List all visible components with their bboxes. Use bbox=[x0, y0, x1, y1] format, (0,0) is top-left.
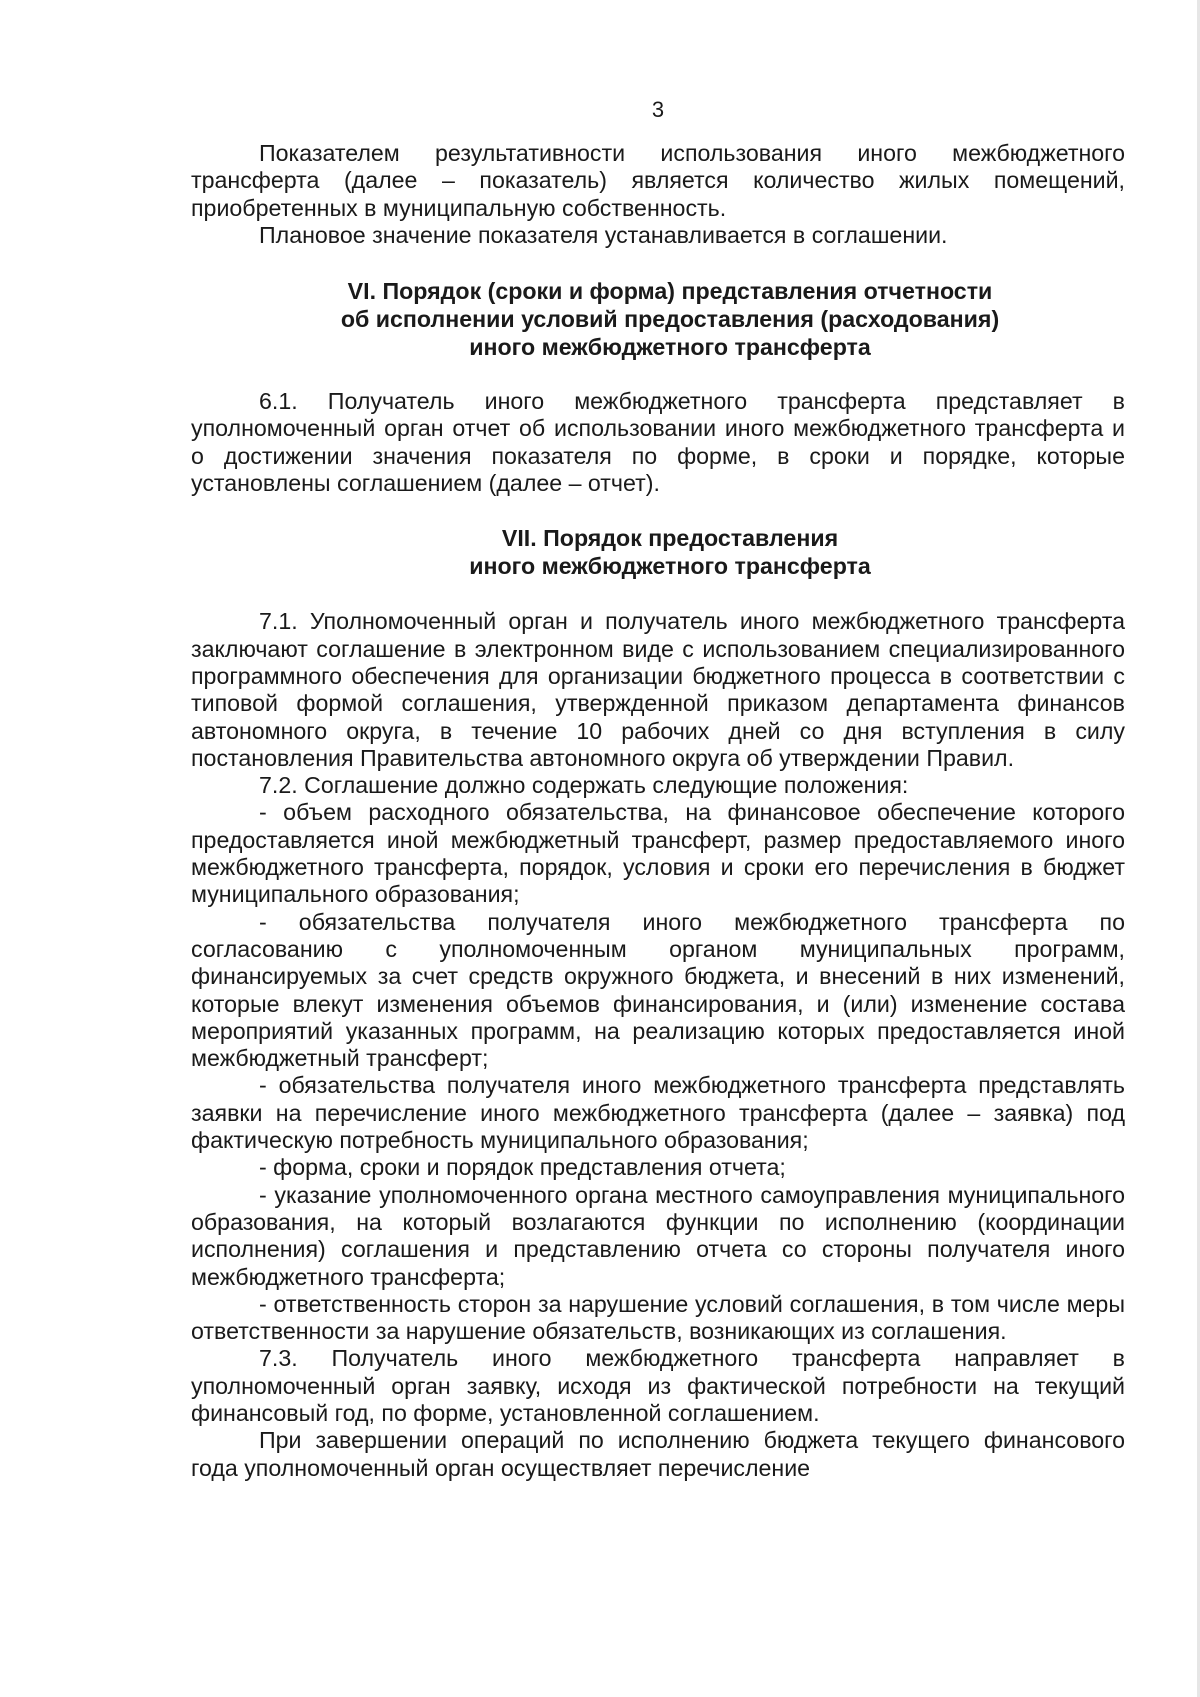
paragraph-7-3-continued: При завершении операций по исполнению бюджета текущего финансового года уполномоченный орган осуществляет перечисление bbox=[191, 1427, 1125, 1481]
list-item: - ответственность сторон за нарушение условий соглашения, в том числе меры ответственности за нарушение обязательств, возникающих из соглашения. bbox=[191, 1290, 1125, 1345]
paragraph-planned-value: Плановое значение показателя устанавливается в соглашении. bbox=[259, 221, 948, 248]
paragraph-7-1: 7.1. Уполномоченный орган и получатель иного межбюджетного трансферта заключают соглашение в электронном виде с использованием специализированного программного обеспечения для организации бюджетного процесса в соответствии с типовой формой соглашения, утвержденной приказом департамента финансов автономного округа, в течение 10 рабочих дней со дня вступления в силу постановления Правительства автономного округа об утверждении Правил. bbox=[191, 608, 1125, 771]
section-6-heading-line: VI. Порядок (сроки и форма) представления отчетности bbox=[347, 278, 993, 305]
section-6-heading-line: иного межбюджетного трансферта bbox=[469, 334, 871, 361]
section-6-heading-line: об исполнении условий предоставления (расходования) bbox=[340, 306, 1000, 333]
list-item: - форма, сроки и порядок представления отчета; bbox=[259, 1154, 786, 1181]
section-6-heading bbox=[191, 277, 1125, 361]
paragraph-6-1: 6.1. Получатель иного межбюджетного трансферта представляет в уполномоченный орган отчет об использовании иного межбюджетного трансферта и о достижении значения показателя по форме, в сроки и порядке, которые установлены соглашением (далее – отчет). bbox=[191, 388, 1125, 497]
document-body bbox=[191, 96, 1125, 1482]
list-item: - обязательства получателя иного межбюджетного трансферта по согласованию с уполномоченным органом муниципальных программ, финансируемых за счет средств окружного бюджета, и внесений в них изменений, которые влекут изменения объемов финансирования, и (или) изменение состава мероприятий указанных программ, на реализацию которых предоставляется иной межбюджетный трансферт; bbox=[191, 908, 1125, 1072]
list-item: - обязательства получателя иного межбюджетного трансферта представлять заявки на перечисление иного межбюджетного трансферта (далее – заявка) под фактическую потребность муниципального образования; bbox=[191, 1072, 1125, 1154]
list-item: - указание уполномоченного органа местного самоуправления муниципального образования, на который возлагаются функции по исполнению (координации исполнения) соглашения и представлению отчета со стороны получателя иного межбюджетного трансферта; bbox=[191, 1181, 1125, 1290]
page-number: 3 bbox=[651, 97, 665, 122]
section-7-heading-line: иного межбюджетного трансферта bbox=[469, 553, 871, 580]
list-item: - объем расходного обязательства, на финансовое обеспечение которого предоставляется иной межбюджетный трансферт, размер предоставляемого иного межбюджетного трансферта, порядок, условия и сроки его перечисления в бюджет муниципального образования; bbox=[191, 799, 1125, 908]
section-7-heading bbox=[191, 524, 1125, 580]
section-7-heading-line: VII. Порядок предоставления bbox=[501, 525, 839, 552]
paragraph-7-2: 7.2. Соглашение должно содержать следующие положения: bbox=[259, 772, 909, 799]
paragraph-7-3: 7.3. Получатель иного межбюджетного трансферта направляет в уполномоченный орган заявку, исходя из фактической потребности на текущий финансовый год, по форме, установленной соглашением. bbox=[191, 1345, 1125, 1426]
paragraph-indicator: Показателем результативности использования иного межбюджетного трансферта (далее – показатель) является количество жилых помещений, приобретенных в муниципальную собственность. bbox=[191, 140, 1125, 221]
